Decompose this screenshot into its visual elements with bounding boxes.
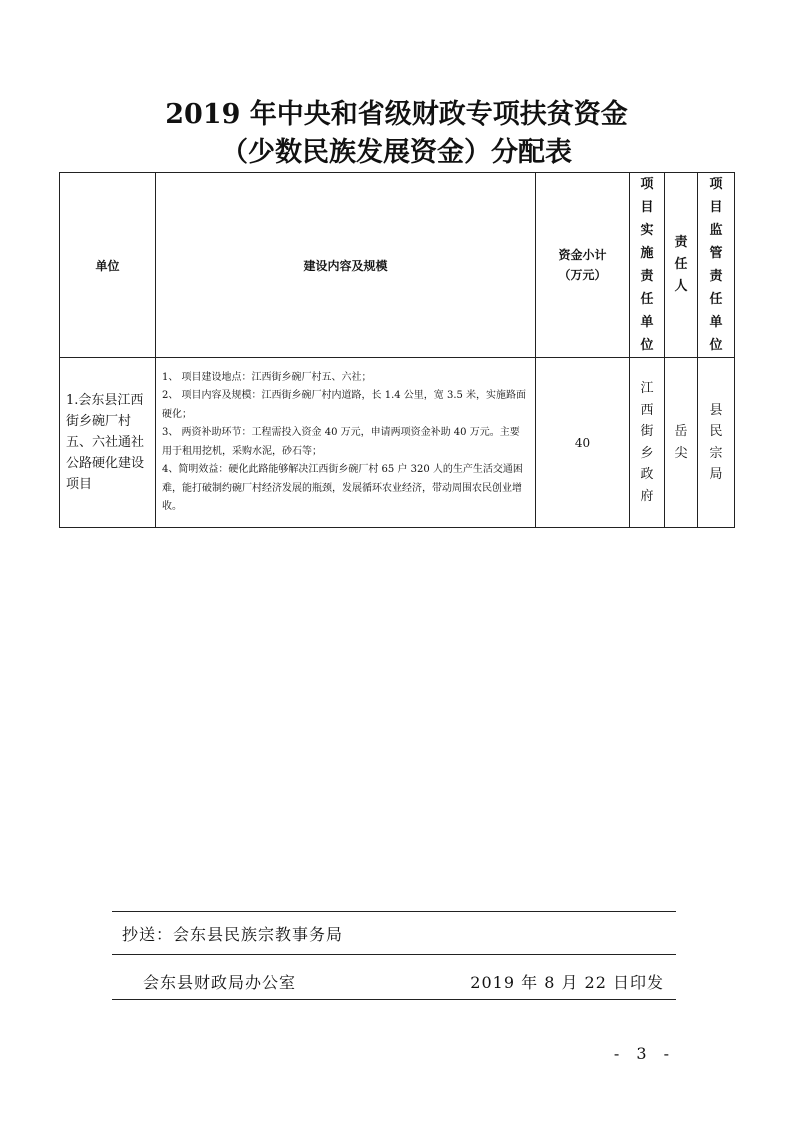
cell-impl-unit-text: 江西街乡政府 (640, 381, 654, 504)
header-impl-unit-text: 项目实施责任单位 (640, 177, 654, 353)
cell-person (665, 358, 698, 528)
header-supervisor (698, 173, 735, 358)
cc-line: 抄送：会东县民族宗教事务局 (122, 925, 344, 944)
header-content: 建设内容及规模 (156, 173, 536, 358)
content-item-1: 1、 项目建设地点：江西街乡碗厂村五、六社； (162, 371, 372, 383)
table-row (60, 358, 735, 528)
allocation-table (59, 172, 735, 528)
header-amount-text: 资金小计（万元） (558, 248, 607, 282)
footer-rule-top (112, 911, 676, 912)
header-supervisor-text: 项目监管责任单位 (709, 177, 723, 353)
header-person (665, 173, 698, 358)
footer-rule-middle (112, 954, 676, 955)
content-item-2: 2、 项目内容及规模：江西街乡碗厂村内道路，长 1.4 公里，宽 3.5 米，实施路面硬化； (162, 390, 527, 420)
page-number: - 3 - (613, 1044, 675, 1063)
header-amount (536, 173, 630, 358)
cell-content (156, 358, 536, 528)
header-unit: 单位 (60, 173, 156, 358)
document-title-line-2: （少数民族发展资金）分配表 (221, 137, 572, 168)
cell-unit: 1.会东县江西街乡碗厂村五、六社通社公路硬化建设项目 (60, 358, 156, 528)
document-title-line-1: 2019 年中央和省级财政专项扶贫资金 (165, 99, 628, 130)
cell-supervisor-text: 县民宗局 (709, 402, 723, 482)
cell-person-text: 岳尖 (674, 424, 688, 461)
header-impl-unit (630, 173, 665, 358)
cell-impl-unit (630, 358, 665, 528)
content-item-4: 4、简明效益：硬化此路能够解决江西街乡碗厂村 65 户 320 人的生产生活交通困难，能打破制约碗厂村经济发展的瓶颈，发展循环农业经济，带动周围农民创业增收。 (162, 464, 523, 512)
cell-supervisor (698, 358, 735, 528)
cell-amount: 40 (536, 358, 630, 528)
header-person-text: 责任人 (674, 235, 688, 294)
footer-rule-bottom (112, 999, 676, 1000)
content-item-3: 3、 两资补助环节：工程需投入资金 40 万元，申请两项资金补助 40 万元。主要用于租用挖机，采购水泥，砂石等； (162, 427, 520, 457)
issue-date: 2019 年 8 月 22 日印发 (470, 973, 664, 992)
table-header-row (60, 173, 735, 358)
issuing-office: 会东县财政局办公室 (143, 973, 297, 992)
